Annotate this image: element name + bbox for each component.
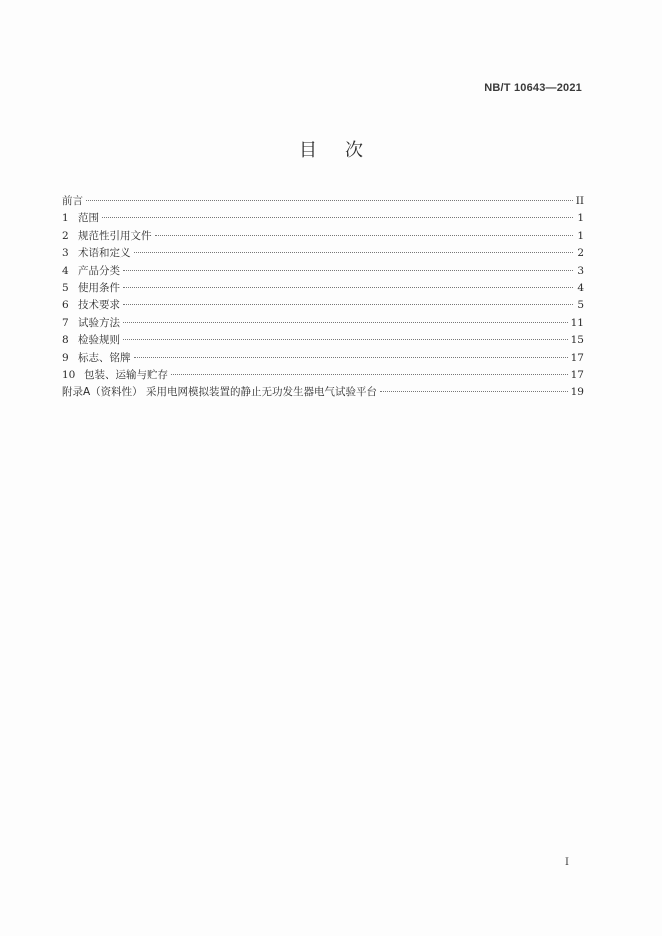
toc-entry-number: 2 — [62, 229, 69, 242]
toc-entry-number: 4 — [62, 264, 69, 277]
toc-entry-label: 规范性引用文件 — [78, 229, 152, 242]
toc-leader-dots — [380, 390, 568, 392]
toc-entry-label: 技术要求 — [78, 299, 120, 312]
toc-leader-dots — [123, 338, 568, 340]
toc-entry-number: 5 — [62, 281, 69, 294]
toc-leader-dots — [134, 251, 574, 253]
toc-leader-dots — [171, 373, 568, 375]
toc-entry-page: 4 — [577, 281, 584, 294]
toc-entry-normative-references[interactable] — [62, 228, 584, 245]
toc-entry-number: 6 — [62, 299, 69, 312]
toc-entry-foreword[interactable] — [62, 193, 584, 210]
toc-entry-label: 标志、铭牌 — [78, 351, 131, 364]
toc-entry-marking-nameplate[interactable] — [62, 350, 584, 367]
page-number: I — [565, 857, 569, 868]
toc-entry-packaging-transport-storage[interactable] — [62, 367, 584, 384]
toc-entry-label: 试验方法 — [78, 316, 120, 329]
table-of-contents — [62, 193, 584, 402]
toc-entry-page: 1 — [577, 229, 584, 242]
toc-entry-page: 3 — [577, 264, 584, 277]
toc-leader-dots — [102, 216, 573, 218]
toc-entry-label: 检验规则 — [78, 334, 120, 347]
toc-entry-conditions[interactable] — [62, 280, 584, 297]
toc-leader-dots — [86, 199, 573, 201]
toc-entry-number: 9 — [62, 351, 69, 364]
toc-entry-label: 范围 — [78, 212, 99, 225]
toc-entry-inspection-rules[interactable] — [62, 332, 584, 349]
toc-entry-page: 15 — [570, 334, 584, 347]
toc-entry-classification[interactable] — [62, 263, 584, 280]
toc-entry-test-methods[interactable] — [62, 315, 584, 332]
toc-entry-page: II — [575, 195, 584, 207]
toc-entry-scope[interactable] — [62, 210, 584, 227]
toc-leader-dots — [155, 234, 574, 236]
toc-title: 目次 — [299, 140, 391, 161]
toc-entry-label: 产品分类 — [78, 264, 120, 277]
toc-entry-page: 1 — [577, 212, 584, 225]
standard-number: NB/T 10643—2021 — [484, 82, 582, 94]
toc-entry-page: 5 — [577, 299, 584, 312]
toc-entry-number: 7 — [62, 316, 69, 329]
toc-leader-dots — [123, 286, 573, 288]
toc-entry-page: 11 — [570, 316, 584, 329]
toc-entry-number: 8 — [62, 334, 69, 347]
toc-entry-page: 17 — [570, 368, 584, 381]
toc-entry-page: 2 — [577, 247, 584, 260]
toc-leader-dots — [123, 269, 573, 271]
toc-entry-label: 包装、运输与贮存 — [84, 368, 168, 381]
toc-entry-number: 3 — [62, 247, 69, 260]
toc-entry-number: 10 — [62, 368, 76, 381]
toc-leader-dots — [123, 321, 568, 323]
toc-entry-annex-a[interactable] — [62, 384, 584, 401]
toc-entry-requirements[interactable] — [62, 297, 584, 314]
toc-leader-dots — [134, 356, 568, 358]
toc-entry-label: 术语和定义 — [78, 247, 131, 260]
toc-entry-label: 附录A（资料性） 采用电网模拟装置的静止无功发生器电气试验平台 — [62, 386, 378, 399]
toc-entry-page: 19 — [570, 386, 584, 399]
toc-entry-page: 17 — [570, 351, 584, 364]
toc-entry-label: 前言 — [62, 195, 83, 207]
toc-leader-dots — [123, 303, 573, 305]
toc-entry-label: 使用条件 — [78, 281, 120, 294]
toc-entry-number: 1 — [62, 212, 69, 225]
toc-entry-terms-definitions[interactable] — [62, 245, 584, 262]
